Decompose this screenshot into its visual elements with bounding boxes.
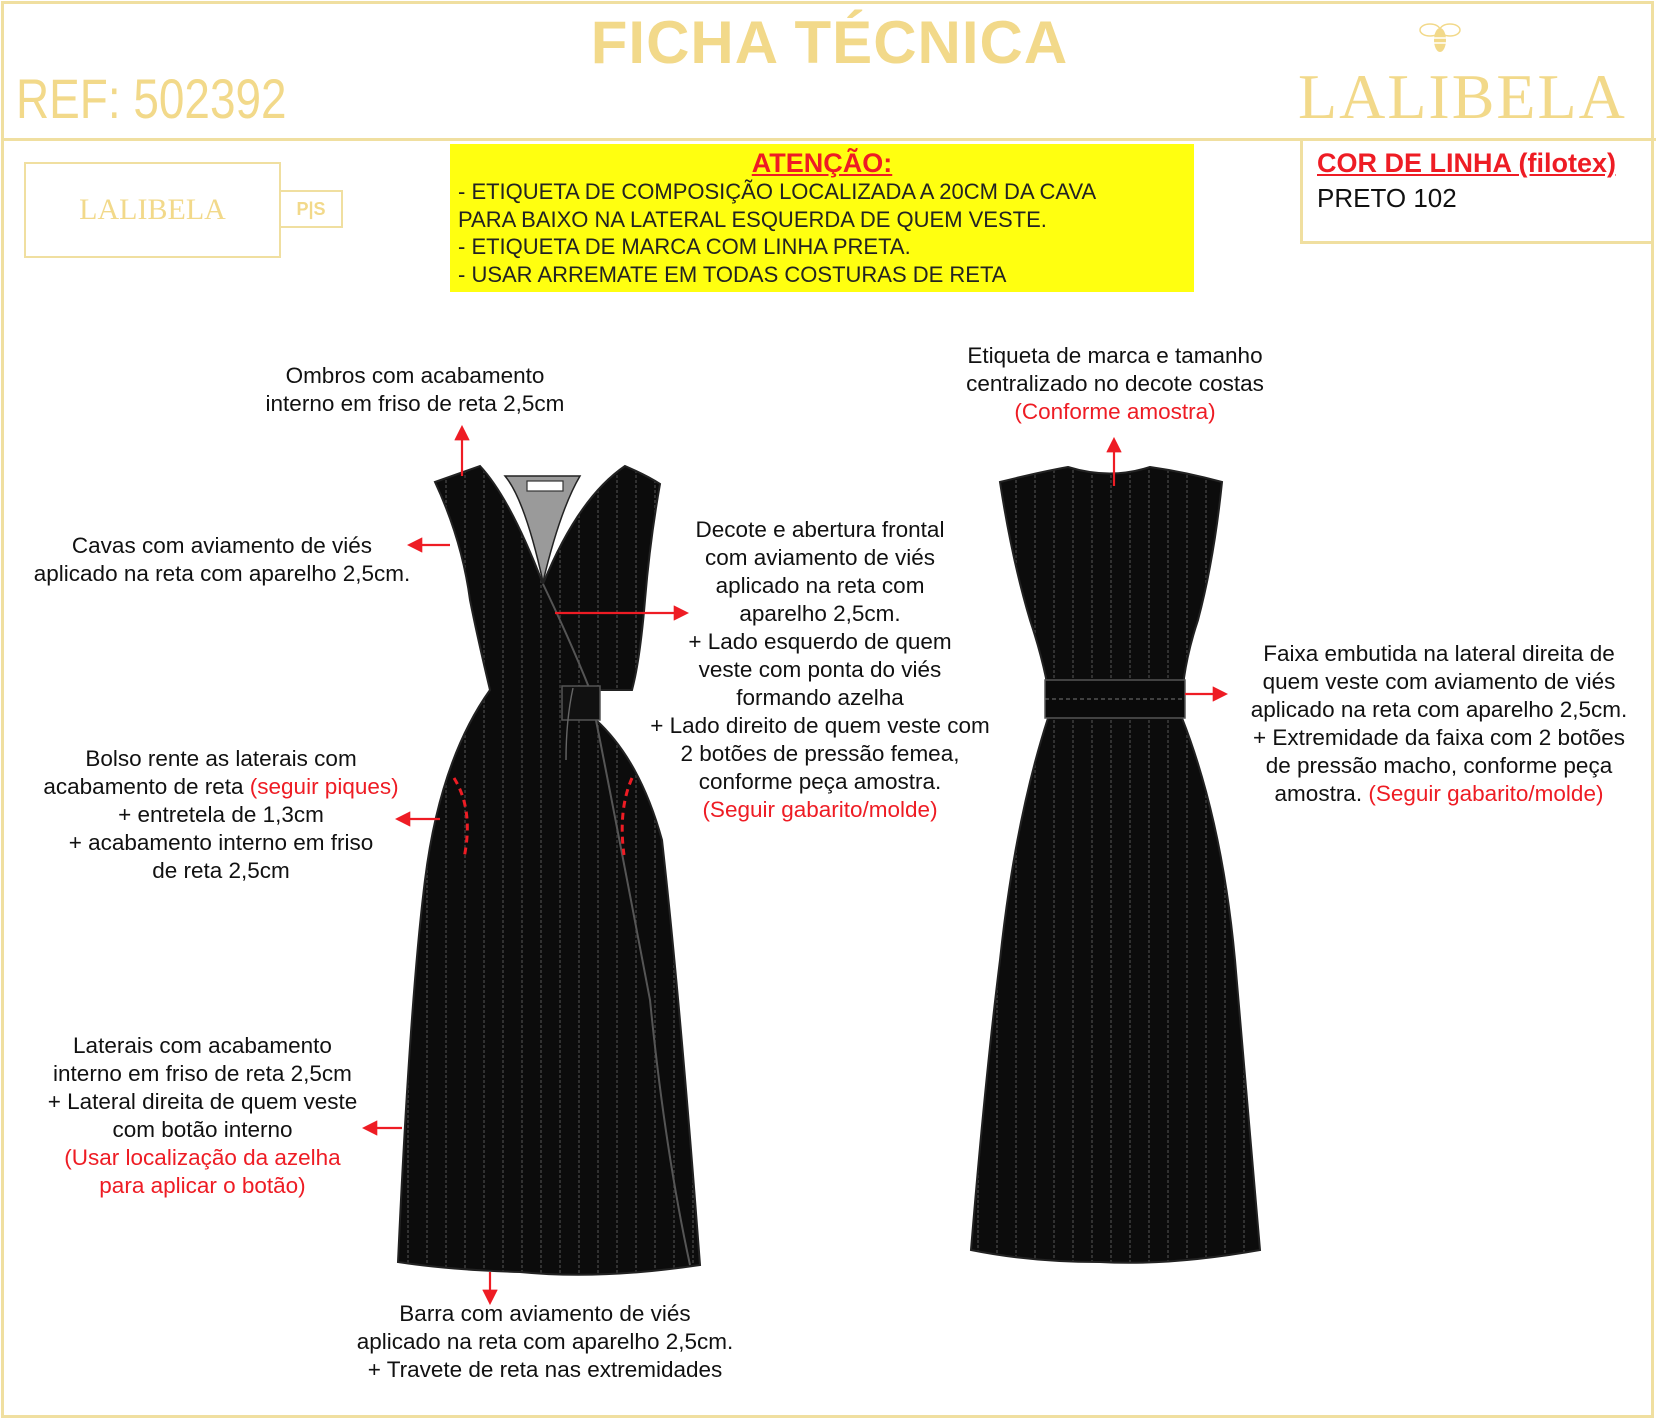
note-line: conforme peça amostra. xyxy=(698,769,942,794)
note-shoulders xyxy=(230,362,600,418)
reference-code: REF: 502392 xyxy=(16,67,287,130)
note-line: aplicado na reta com aparelho 2,5cm. xyxy=(33,561,411,586)
note-text: acabamento de reta xyxy=(43,774,250,799)
note-line: Bolso rente as laterais com xyxy=(85,746,357,771)
note-line: quem veste com aviamento de viés xyxy=(1262,669,1616,694)
attention-title: ATENÇÃO: xyxy=(751,148,893,178)
attention-line: - ETIQUETA DE COMPOSIÇÃO LOCALIZADA A 20CM DA CAVA xyxy=(458,179,1097,204)
note-line xyxy=(12,773,430,801)
note-line xyxy=(1226,780,1652,808)
note-line: + Lado direito de quem veste com xyxy=(650,713,990,738)
note-red-line: para aplicar o botão) xyxy=(99,1173,306,1198)
page-title: FICHA TÉCNICA xyxy=(590,9,1069,76)
note-line: Laterais com acabamento xyxy=(73,1033,332,1058)
note-line: Etiqueta de marca e tamanho xyxy=(967,343,1263,368)
brand-logo: LALIBELA xyxy=(1298,61,1627,132)
note-line: de pressão macho, conforme peça xyxy=(1265,753,1613,778)
note-line: 2 botões de pressão femea, xyxy=(680,741,960,766)
note-line: veste com ponta do viés xyxy=(698,657,942,682)
front-tie-knot xyxy=(562,686,600,720)
note-line: Barra com aviamento de viés xyxy=(399,1301,691,1326)
thread-color-value: PRETO 102 xyxy=(1317,183,1457,213)
note-pocket xyxy=(12,745,430,885)
note-hem xyxy=(320,1300,770,1384)
note-red-line: (Usar localização da azelha xyxy=(64,1145,341,1170)
note-line: Faixa embutida na lateral direita de xyxy=(1263,641,1615,666)
note-line: + Extremidade da faixa com 2 botões xyxy=(1252,725,1626,750)
front-brand-label xyxy=(527,481,563,491)
note-text: amostra. xyxy=(1274,781,1369,806)
note-line: + Lateral direita de quem veste xyxy=(47,1089,358,1114)
note-line: centralizado no decote costas xyxy=(966,371,1264,396)
attention-line: PARA BAIXO NA LATERAL ESQUERDA DE QUEM VESTE. xyxy=(458,206,1047,232)
note-line: aparelho 2,5cm. xyxy=(739,601,901,626)
note-line: de reta 2,5cm xyxy=(152,858,290,883)
note-line: Cavas com aviamento de viés xyxy=(71,533,373,558)
note-back-label xyxy=(930,342,1300,426)
note-line: com aviamento de viés xyxy=(704,545,936,570)
note-line: + acabamento interno em friso xyxy=(68,830,374,855)
note-line: formando azelha xyxy=(736,685,904,710)
note-red-text: (Seguir gabarito/molde) xyxy=(1368,781,1604,806)
note-line: com botão interno xyxy=(112,1117,293,1142)
note-line: interno em friso de reta 2,5cm xyxy=(265,391,565,416)
note-line: + Travete de reta nas extremidades xyxy=(367,1357,723,1382)
note-red-line: (Conforme amostra) xyxy=(1014,399,1216,424)
note-sides xyxy=(20,1032,385,1200)
attention-line: - ETIQUETA DE MARCA COM LINHA PRETA. xyxy=(458,234,911,259)
brand-label-box: LALIBELA xyxy=(24,162,281,258)
note-line: aplicado na reta com xyxy=(715,573,925,598)
note-neckline xyxy=(620,516,1020,824)
note-red-text: (seguir piques) xyxy=(249,774,399,799)
note-line: aplicado na reta com aparelho 2,5cm. xyxy=(356,1329,734,1354)
note-red-line: (Seguir gabarito/molde) xyxy=(702,797,938,822)
note-line: + Lado esquerdo de quem xyxy=(688,629,952,654)
size-tag: P|S xyxy=(281,190,343,228)
thread-color-title: COR DE LINHA (filotex) xyxy=(1317,148,1616,178)
note-line: + entretela de 1,3cm xyxy=(118,802,324,827)
attention-line: - USAR ARREMATE EM TODAS COSTURAS DE RETA xyxy=(458,261,1007,287)
note-line: Ombros com acabamento xyxy=(285,363,545,388)
note-line: aplicado na reta com aparelho 2,5cm. xyxy=(1250,697,1628,722)
note-armholes xyxy=(12,532,432,588)
note-line: interno em friso de reta 2,5cm xyxy=(53,1061,352,1086)
note-belt xyxy=(1226,640,1652,808)
note-line: Decote e abertura frontal xyxy=(695,517,945,542)
